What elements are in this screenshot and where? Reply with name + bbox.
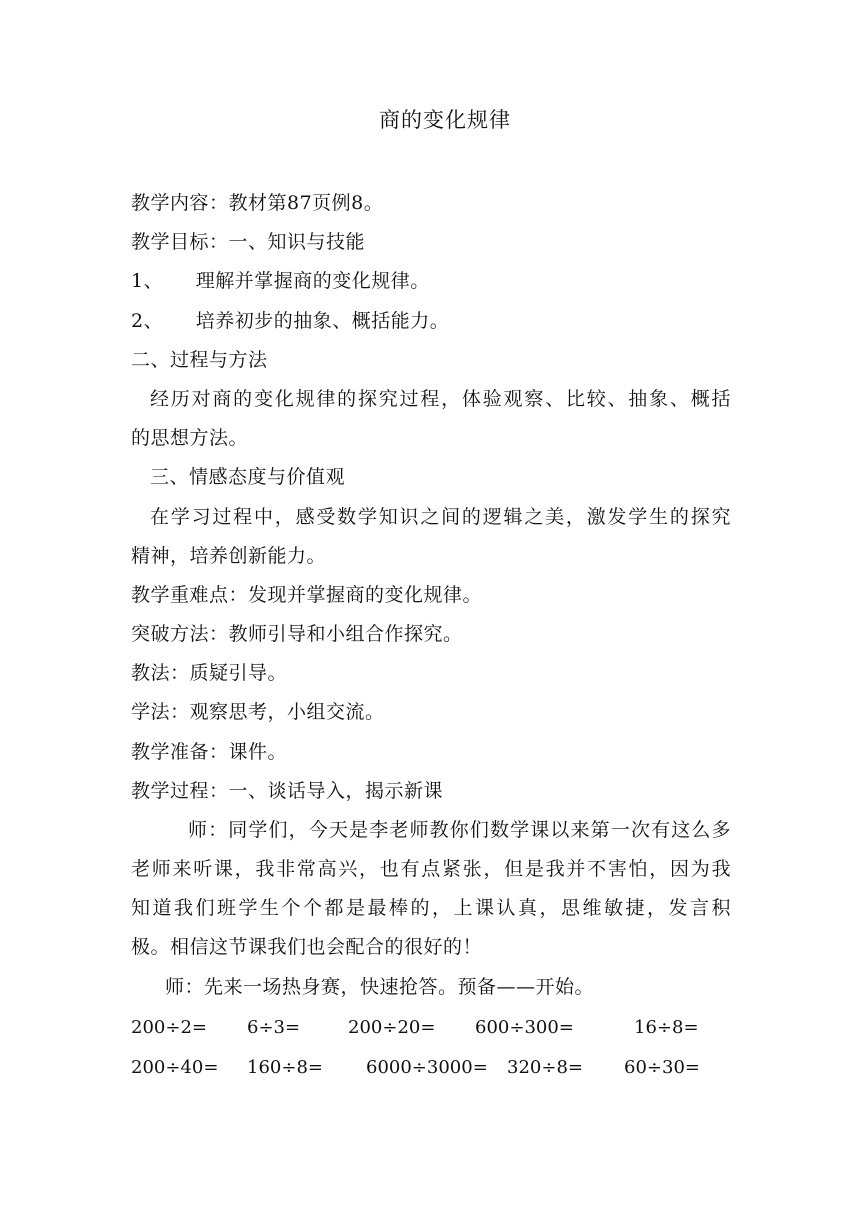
text-line: 老师来听课，我非常高兴，也有点紧张，但是我并不害怕，因为我: [131, 858, 731, 880]
text-line: 2、 培养初步的抽象、概括能力。: [131, 310, 450, 332]
text-line: 师：同学们，今天是李老师教你们数学课以来第一次有这么多: [188, 819, 731, 841]
text-line: 教法：质疑引导。: [131, 662, 288, 684]
equation: 200÷40=: [131, 1057, 219, 1078]
text-line: 教学重难点：发现并掌握商的变化规律。: [131, 584, 483, 606]
equation: 320÷8=: [507, 1057, 583, 1078]
equation: 6÷3=: [247, 1017, 301, 1038]
equation: 60÷30=: [624, 1057, 700, 1078]
text-line: 经历对商的变化规律的探究过程，体验观察、比较、抽象、概括: [150, 388, 731, 410]
equation: 160÷8=: [247, 1057, 323, 1078]
section-heading: 三、情感态度与价值观: [150, 466, 346, 488]
document-title: 商的变化规律: [379, 108, 511, 132]
equation: 6000÷3000=: [366, 1057, 488, 1078]
text-line: 1、 理解并掌握商的变化规律。: [131, 270, 430, 292]
text-line: 师：先来一场热身赛，快速抢答。预备——开始。: [165, 976, 595, 998]
text-line: 在学习过程中，感受数学知识之间的逻辑之美，激发学生的探究: [150, 506, 731, 528]
text-line: 的思想方法。: [131, 427, 249, 449]
section-heading: 二、过程与方法: [131, 349, 268, 371]
equation: 16÷8=: [634, 1017, 699, 1038]
equation: 200÷2=: [131, 1017, 207, 1038]
text-line: 教学准备：课件。: [131, 741, 288, 763]
text-line: 精神，培养创新能力。: [131, 545, 327, 567]
text-line: 教学内容：教材第87页例8。: [131, 192, 384, 214]
text-line: 学法：观察思考，小组交流。: [131, 701, 385, 723]
text-line: 突破方法：教师引导和小组合作探究。: [131, 623, 463, 645]
equation: 200÷20=: [348, 1017, 436, 1038]
text-line: 教学目标：一、知识与技能: [131, 231, 366, 253]
text-line: 知道我们班学生个个都是最棒的，上课认真，思维敏捷，发言积: [131, 897, 731, 919]
text-line: 教学过程：一、谈话导入，揭示新课: [131, 780, 444, 802]
text-line: 极。相信这节课我们也会配合的很好的！: [131, 936, 483, 958]
equation: 600÷300=: [475, 1017, 574, 1038]
